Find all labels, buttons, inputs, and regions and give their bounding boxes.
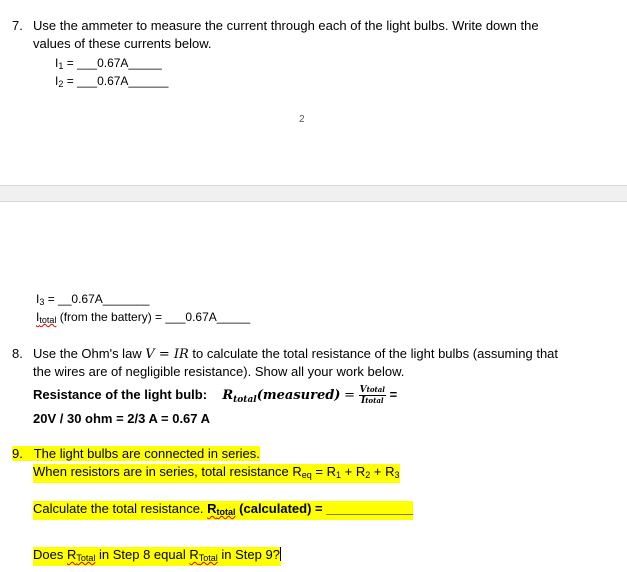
trailing-equals: = xyxy=(389,387,398,402)
i2-sub: 2 xyxy=(58,79,64,89)
page-break xyxy=(0,185,627,202)
q9-number-line1 xyxy=(12,446,260,462)
i3-sub: 3 xyxy=(39,297,45,307)
i2-label: I xyxy=(55,74,59,88)
q9-does-c: in Step 9? xyxy=(217,547,280,562)
v-total-sub: total xyxy=(366,385,385,395)
does-r2-sub: Total xyxy=(198,553,218,563)
itotal-row xyxy=(36,309,250,328)
q8-text-line1 xyxy=(33,346,558,363)
itotal-label-group xyxy=(36,310,56,324)
i2-value[interactable]: ___0.67A______ xyxy=(77,74,169,88)
i1-row xyxy=(55,55,162,74)
calc-r: R xyxy=(207,501,217,516)
i1-eq: = xyxy=(63,56,78,70)
v-over-i-fraction xyxy=(359,385,386,406)
q9-number: 9. xyxy=(12,446,23,461)
r-total-measured: (measured) xyxy=(256,388,341,403)
q9-line1: The light bulbs are connected in series. xyxy=(33,446,260,461)
i1-sub: 1 xyxy=(58,61,64,71)
page-number: 2 xyxy=(299,114,305,125)
r-total-sub: total xyxy=(233,395,257,405)
i2-row xyxy=(55,73,168,92)
fraction-denominator xyxy=(359,396,386,406)
itotal-value[interactable]: ___0.67A_____ xyxy=(165,310,251,324)
i3-value[interactable]: __0.67A_______ xyxy=(58,292,150,306)
resistance-label: Resistance of the light bulb: xyxy=(33,387,208,402)
q7-number: 7. xyxy=(12,18,23,33)
r3-sub: 3 xyxy=(394,470,400,480)
i2-eq: = xyxy=(63,74,78,88)
q9-calc-a: Calculate the total resistance. xyxy=(33,501,208,516)
plus1: + R xyxy=(341,464,366,479)
does-r1-sub: Total xyxy=(76,553,96,563)
fraction-numerator xyxy=(359,385,386,396)
v-total: V xyxy=(359,385,367,396)
q7-text-line1: Use the ammeter to measure the current through each of the light bulbs. Write down the xyxy=(33,18,539,33)
q9-calc-blank[interactable]: ____________ xyxy=(326,501,413,516)
does-r2: R xyxy=(189,547,199,562)
r2-sub: 2 xyxy=(365,470,371,480)
text-cursor xyxy=(280,547,281,561)
does-r-total-1 xyxy=(67,547,95,562)
q9-line2-b: = R xyxy=(311,464,337,479)
q8-text-line2: the wires are of negligible resistance). Show all your work below. xyxy=(33,364,405,379)
q8-text-b: to calculate the total resistance of the light bulbs (assuming that xyxy=(188,346,559,361)
q9-calc-b: (calculated) = xyxy=(235,501,327,516)
q9-does-line xyxy=(33,547,281,566)
calc-r-sub: total xyxy=(216,507,236,517)
i1-label: I xyxy=(55,56,59,70)
req-sub: eq xyxy=(301,470,312,480)
i3-row xyxy=(36,291,149,310)
does-r-total-2 xyxy=(189,547,217,562)
q8-work[interactable]: 20V / 30 ohm = 2/3 A = 0.67 A xyxy=(33,411,211,426)
q7-text-line2: values of these currents below. xyxy=(33,36,212,51)
q8-text-a: Use the Ohm's law xyxy=(33,346,146,361)
q9-calc-line xyxy=(33,501,413,520)
i3-eq: = xyxy=(44,292,59,306)
plus2: + R xyxy=(370,464,395,479)
q9-does-a: Does xyxy=(33,547,67,562)
calc-r-total xyxy=(207,501,235,516)
itotal-label: I xyxy=(36,310,40,324)
ohms-law-formula: V = IR xyxy=(145,347,189,362)
r-total-label: R xyxy=(222,388,234,403)
equals-sign: = xyxy=(344,388,355,403)
q9-does-b: in Step 8 equal xyxy=(95,547,190,562)
r1-sub: 1 xyxy=(336,470,342,480)
i-total: I xyxy=(360,396,366,407)
itotal-sub: total xyxy=(39,315,57,325)
i1-value[interactable]: ___0.67A_____ xyxy=(77,56,162,70)
i3-label: I xyxy=(36,292,40,306)
does-r1: R xyxy=(66,547,77,562)
i-total-sub: total xyxy=(365,396,384,406)
itotal-text: (from the battery) = xyxy=(56,310,166,324)
q9-line2 xyxy=(33,464,400,483)
q9-line2-a: When resistors are in series, total resistance R xyxy=(33,464,302,479)
q8-number: 8. xyxy=(12,346,23,361)
resistance-row xyxy=(33,385,397,410)
